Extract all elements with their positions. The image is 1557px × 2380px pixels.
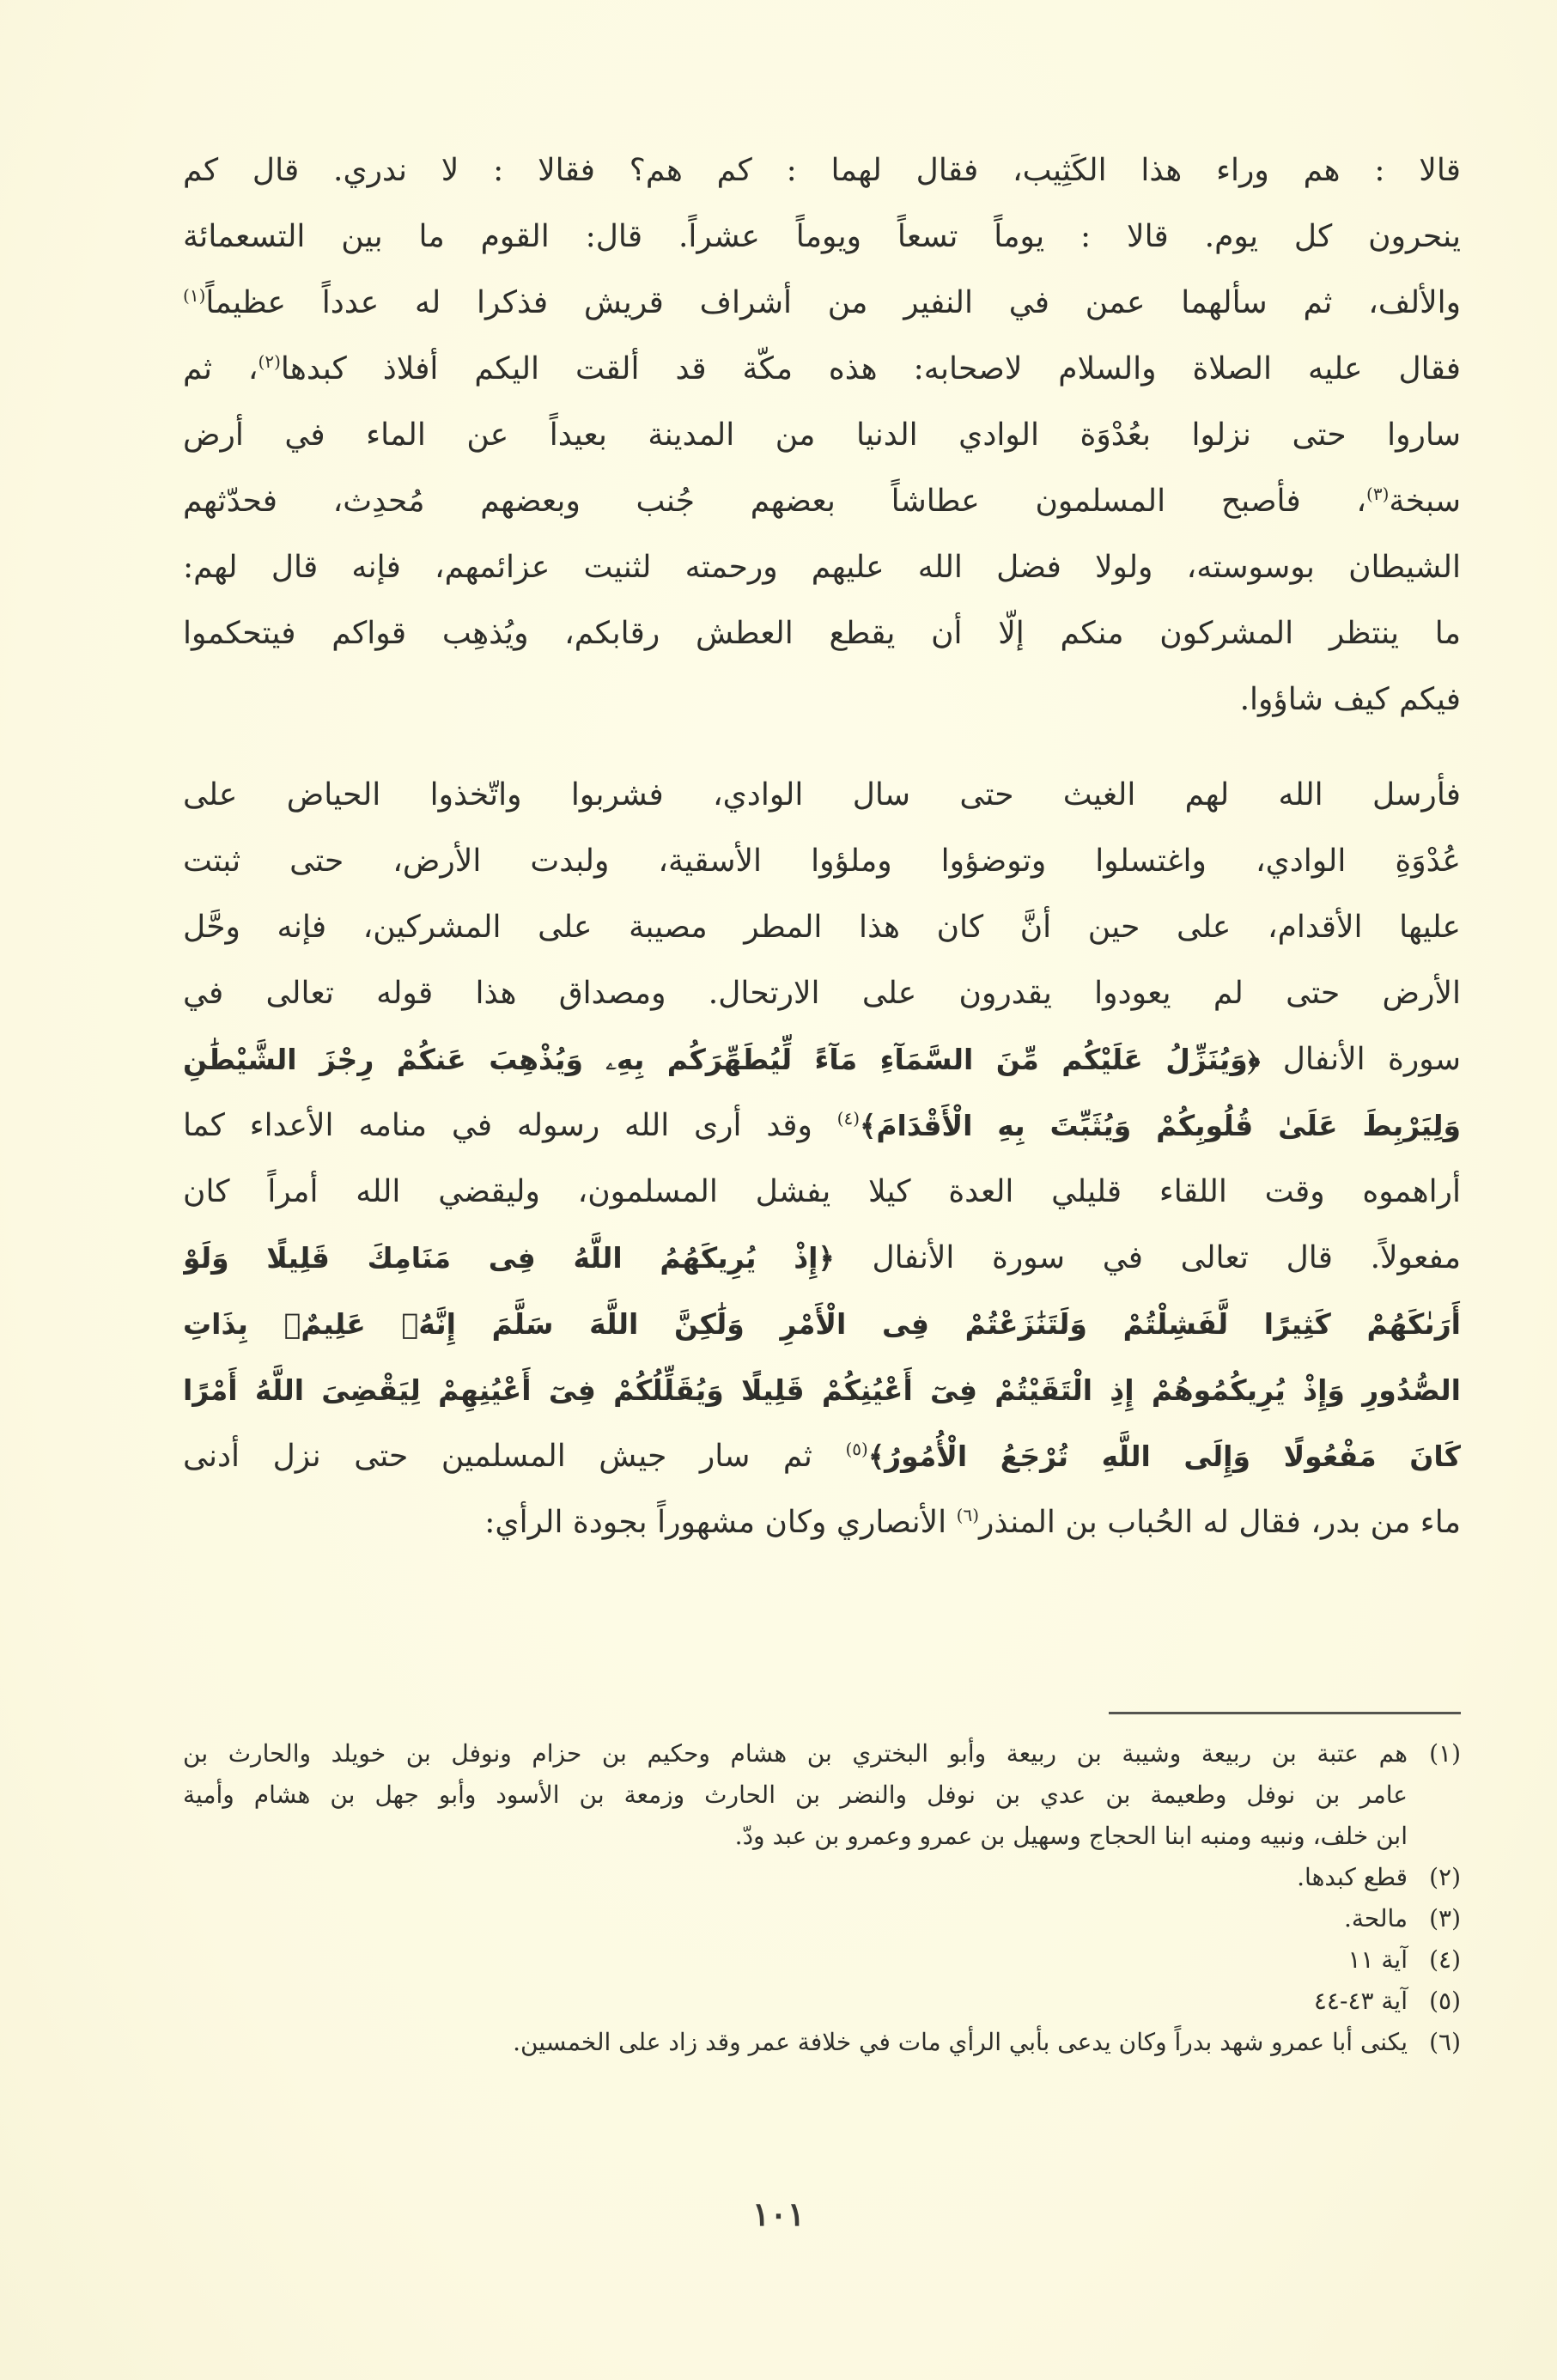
footnote-number: (٣): [1429, 1904, 1461, 1933]
footnote-ref-6[interactable]: (٦): [956, 1505, 979, 1525]
quran-verse: وَلِيَرْبِطَ عَلَىٰ قُلُوبِكُمْ وَيُثَبِّتَ بِهِ الْأَقْدَامَ﴾: [860, 1109, 1461, 1142]
quran-verse: كَانَ مَفْعُولًا وَإِلَى اللَّهِ تُرْجَعُ الْأُمُورُ﴾: [867, 1440, 1461, 1473]
line-text: فأرسل الله لهم الغيث حتى سال الوادي، فشربوا واتّخذوا الحياض على: [183, 777, 1461, 813]
quran-verse: ﴿إِذْ يُرِيكَهُمُ اللَّهُ فِى مَنَامِكَ قَلِيلًا وَلَوْ: [183, 1241, 835, 1275]
text-line: [183, 1159, 1461, 1225]
footnote-number: (٥): [1429, 1987, 1461, 2015]
text-line: [183, 137, 1461, 204]
line-text: عُدْوَةِ الوادي، واغتسلوا وتوضؤوا وملؤوا الأسقية، ولبدت الأرض، حتى ثبتت: [183, 843, 1461, 879]
paragraph-break: [183, 733, 1461, 762]
footnote-number: (٤): [1429, 1945, 1461, 1974]
text-line: [183, 828, 1461, 894]
line-text: عليها الأقدام، على حين أنَّ كان هذا المطر مصيبة على المشركين، فإنه وحَّل: [183, 910, 1461, 945]
footnote-line: ابن خلف، ونبيه ومنبه ابنا الحجاج وسهيل بن عمرو وعمرو بن عبد ودّ.: [734, 1822, 1408, 1850]
footnotes-section: [183, 1733, 1461, 2063]
text-line: [183, 1026, 1461, 1093]
text-line: [183, 468, 1461, 534]
quran-verse: أَرَىٰكَهُمْ كَثِيرًا لَّفَشِلْتُمْ وَلَتَنَٰزَعْتُمْ فِى الْأَمْرِ وَلَٰكِنَّ اللَّهَ سَلَّمَ إِنَّهُۥ عَلِيمٌۢ بِذَاتِ: [183, 1307, 1461, 1341]
footnote-line: مالحة.: [1343, 1904, 1408, 1933]
text-line: [183, 534, 1461, 600]
text-line: [183, 667, 1461, 733]
footnote-1: [183, 1733, 1461, 1857]
line-text: فقال عليه الصلاة والسلام لاصحابه: هذه مكّة قد ألقت اليكم أفلاذ كبدها: [280, 351, 1461, 387]
footnote-number: (٦): [1429, 2028, 1461, 2056]
footnote-ref-4[interactable]: (٤): [836, 1108, 860, 1129]
footnote-line: يكنى أبا عمرو شهد بدراً وكان يدعى بأبي الرأي مات في خلافة عمر وقد زاد على الخمسين.: [513, 2028, 1408, 2056]
text-line: [183, 1225, 1461, 1291]
footnote-body: [183, 1981, 1408, 2022]
footnote-ref-1[interactable]: (١): [183, 285, 206, 306]
text-line: [183, 1093, 1461, 1159]
text-line: [183, 1291, 1461, 1357]
footnote-body: [183, 1733, 1408, 1857]
footnote-6: [183, 2022, 1461, 2063]
footnote-3: [183, 1898, 1461, 1939]
text-line: [183, 402, 1461, 468]
text-line: [183, 894, 1461, 960]
footnote-ref-3[interactable]: (٣): [1366, 484, 1390, 504]
line-text: الأنصاري وكان مشهوراً بجودة الرأي:: [484, 1505, 957, 1540]
footnote-line: قطع كبدها.: [1297, 1863, 1408, 1891]
footnote-number: (٢): [1429, 1863, 1461, 1891]
footnote-number: (١): [1429, 1739, 1461, 1768]
quran-verse: ﴿وَيُنَزِّلُ عَلَيْكُم مِّنَ السَّمَآءِ مَآءً لِّيُطَهِّرَكُم بِهِۦ وَيُذْهِبَ عَنكُمْ رِجْزَ الشَّيْطَٰنِ: [183, 1043, 1261, 1076]
line-text: ما ينتظر المشركون منكم إلّا أن يقطع العطش رقابكم، ويُذهِب قواكم فيتحكموا: [183, 616, 1461, 651]
text-line: [183, 336, 1461, 402]
line-text: ، فأصبح المسلمون عطاشاً بعضهم جُنب وبعضهم مُحدِث، فحدّثهم: [183, 484, 1367, 519]
footnote-body: [183, 1939, 1408, 1981]
quran-verse: الصُّدُورِ وَإِذْ يُرِيكُمُوهُمْ إِذِ الْتَقَيْتُمْ فِىٓ أَعْيُنِكُمْ قَلِيلًا وَيُقَلِّلُكُمْ فِىٓ أَعْيُنِهِمْ لِيَقْضِىَ اللَّهُ أَمْرًا: [183, 1373, 1461, 1407]
footnote-2: [183, 1857, 1461, 1898]
line-text: سبخة: [1389, 484, 1461, 519]
footnote-line: آية ١١: [1347, 1945, 1408, 1974]
footnote-5: [183, 1981, 1461, 2022]
line-text: ساروا حتى نزلوا بعُدْوَة الوادي الدنيا من المدينة بعيداً عن الماء في أرض: [183, 417, 1461, 453]
line-text: وقد أرى الله رسوله في منامه الأعداء كما: [183, 1108, 837, 1143]
footnote-separator: [1109, 1712, 1461, 1714]
text-line: [183, 204, 1461, 270]
footnote-4: [183, 1939, 1461, 1981]
text-line: [183, 1423, 1461, 1489]
line-text: والألف، ثم سألهما عمن في النفير من أشراف قريش فذكرا له عدداً عظيماً: [205, 285, 1461, 320]
line-text: ، ثم: [183, 351, 258, 387]
line-text: أراهموه وقت اللقاء قليلي العدة كيلا يفشل المسلمون، وليقضي الله أمراً كان: [183, 1174, 1461, 1209]
line-text: ثم سار جيش المسلمين حتى نزل أدنى: [183, 1439, 846, 1474]
text-line: [183, 762, 1461, 828]
footnote-body: [183, 2022, 1408, 2063]
line-text: فيكم كيف شاؤوا.: [1239, 682, 1461, 717]
footnote-line: هم عتبة بن ربيعة وشيبة بن ربيعة وأبو البختري بن هشام وحكيم بن حزام ونوفل بن خويلد والحارث بن: [183, 1739, 1408, 1768]
line-text: الأرض حتى لم يعودوا يقدرون على الارتحال. ومصداق هذا قوله تعالى في: [183, 976, 1461, 1011]
footnote-line: آية ٤٣-٤٤: [1313, 1987, 1408, 2015]
footnote-ref-2[interactable]: (٢): [258, 351, 281, 372]
text-line: [183, 600, 1461, 667]
text-line: [183, 1489, 1461, 1555]
footnote-ref-5[interactable]: (٥): [845, 1439, 868, 1459]
line-text: الشيطان بوسوسته، ولولا فضل الله عليهم ورحمته لثنيت عزائمهم، فإنه قال لهم:: [183, 550, 1461, 585]
line-text: ينحرون كل يوم. قالا : يوماً تسعاً ويوماً عشراً. قال: القوم ما بين التسعمائة: [183, 219, 1461, 254]
line-text: مفعولاً. قال تعالى في سورة الأنفال: [834, 1240, 1461, 1275]
main-text-body: [183, 137, 1461, 1555]
footnote-body: [183, 1857, 1408, 1898]
text-line: [183, 270, 1461, 336]
line-text: ماء من بدر، فقال له الحُباب بن المنذر: [979, 1505, 1461, 1540]
page-number: ١٠١: [751, 2194, 806, 2233]
text-line: [183, 960, 1461, 1026]
line-text: سورة الأنفال: [1260, 1042, 1461, 1077]
footnote-body: [183, 1898, 1408, 1939]
line-text: قالا : هم وراء هذا الكَثِيب، فقال لهما : كم هم؟ فقالا : لا ندري. قال كم: [183, 153, 1461, 188]
text-line: [183, 1357, 1461, 1423]
footnote-line: عامر بن نوفل وطعيمة بن عدي بن نوفل والنضر بن الحارث وزمعة بن الأسود وأبو جهل بن هشام وأمية: [183, 1780, 1408, 1809]
